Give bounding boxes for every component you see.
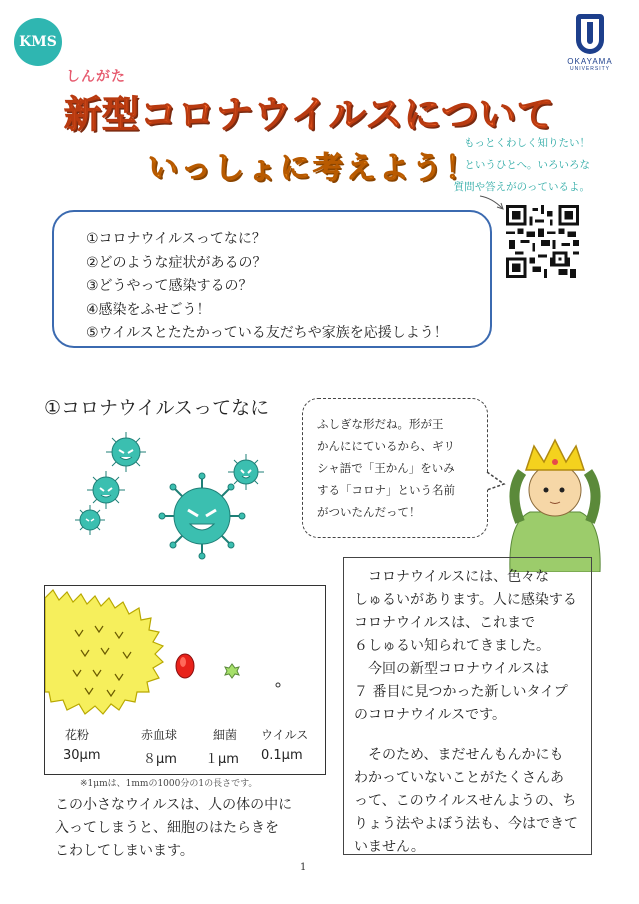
arrow-icon	[478, 192, 508, 214]
page-title: 新型コロナウイルスについて	[64, 93, 556, 136]
toc-item[interactable]: ③どうやって感染するの？	[86, 278, 253, 294]
section-heading: ①コロナウイルスってなに	[44, 397, 270, 419]
page-subtitle: いっしょに考えよう！	[148, 151, 478, 186]
info-paragraph-1: コロナウイルスには、色々な しゅるいがあります。人に感染する コロナウイルスは、これまで ６しゅるい知られてきました。 今回の新型コロナウイルスは ７ 番目に見つかった新しいタイプ のコロナウイルスです。	[354, 569, 577, 723]
bottom-paragraph: この小さなウイルスは、人の体の中に 入ってしまうと、細胞のはたらきを こわしてしまいます。	[55, 797, 293, 859]
okayama-university-logo: OKAYAMA UNIVERSITY	[560, 14, 620, 72]
red-blood-cell-icon	[176, 654, 194, 678]
size-value: 0.1μm	[261, 748, 303, 763]
qr-code[interactable]	[506, 205, 579, 278]
title-ruby: しんがた	[66, 69, 126, 85]
info-paragraph-2: そのため、まだせんもんかにも わかっていないことがたくさんあ って、このウイルスせんようの、ち りょう法やよぼう法も、今はできて いません。	[354, 747, 578, 855]
toc-item[interactable]: ②どのような症状があるの？	[86, 254, 267, 271]
size-value: 30μm	[63, 748, 101, 763]
size-label: ウイルス	[261, 728, 309, 742]
size-comparison-box	[44, 585, 326, 775]
size-label: 花粉	[65, 728, 90, 742]
coronavirus-illustration	[70, 430, 280, 570]
kms-logo: KMS	[14, 18, 62, 66]
toc-item[interactable]: ⑤ウイルスとたたかっている友だちや家族を応援しよう！	[86, 325, 448, 341]
size-value: ８μm	[143, 752, 177, 767]
okayama-mark-icon	[576, 14, 604, 54]
qr-note: もっとくわしく知りたい！ というひとへ。いろいろな 質問や答えがのっているよ。	[453, 137, 590, 193]
speech-bubble: ふしぎな形だね。形が王 かんににているから、ギリ シャ語で「王かん」をいみ する「コロナ」という名前 がついたんだって！	[302, 398, 488, 538]
table-of-contents	[52, 210, 492, 348]
virus-dot-icon	[276, 683, 280, 687]
page-number: 1	[300, 862, 307, 873]
bacteria-icon	[225, 664, 239, 678]
size-footnote: ※1μmは、1mmの1000分の1の長さです。	[80, 779, 258, 789]
toc-item[interactable]: ①コロナウイルスってなに？	[86, 231, 266, 247]
size-label: 赤血球	[141, 728, 178, 742]
child-with-crown-illustration	[500, 432, 610, 572]
info-box	[343, 557, 592, 855]
size-value: １μm	[205, 752, 239, 767]
toc-item[interactable]: ④感染をふせごう！	[86, 301, 211, 318]
size-label: 細菌	[213, 728, 238, 742]
